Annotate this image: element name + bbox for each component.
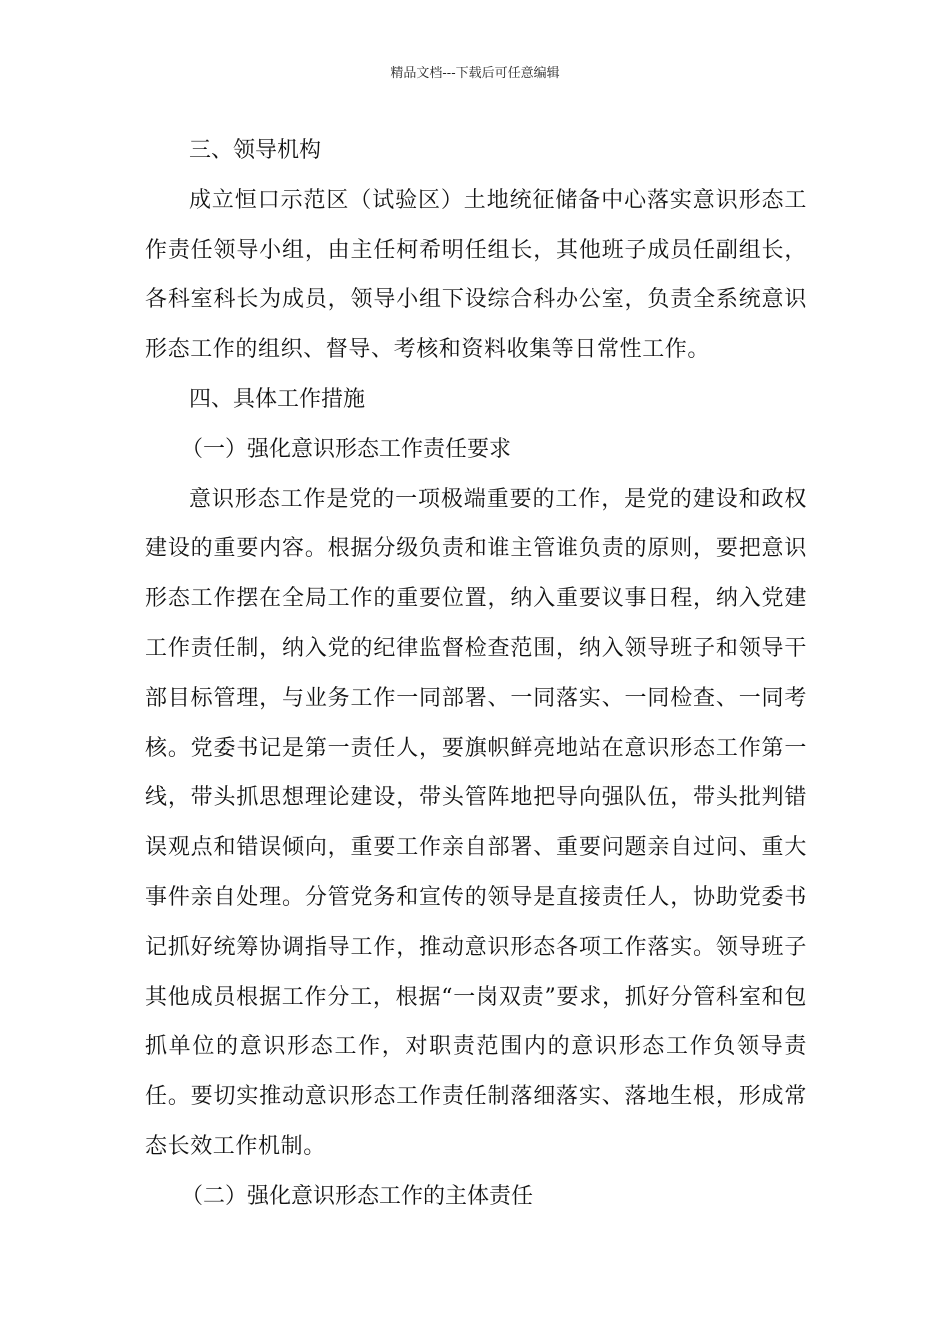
subheading-main-responsibility: （二）强化意识形态工作的主体责任 (181, 1183, 534, 1209)
paragraph-leadership-group: 成立恒口示范区（试验区）土地统征储备中心落实意识形态工作责任领导小组，由主任柯希明任组长，其他班子成员任副组长，各科室科长为成员，领导小组下设综合科办公室，负责全系统意识形态工作的组织、督导、考核和资料收集等日常性工作。 (145, 187, 807, 363)
subheading-responsibility-requirements: （一）强化意识形态工作责任要求 (181, 436, 512, 462)
section-heading-leadership: 三、领导机构 (189, 138, 322, 163)
section-heading-measures: 四、具体工作措施 (189, 386, 366, 412)
page-header: 精品文档---下载后可任意编辑 (390, 66, 560, 81)
paragraph-responsibility-requirements: 意识形态工作是党的一项极端重要的工作，是党的建设和政权建设的重要内容。根据分级负责和谁主管谁负责的原则，要把意识形态工作摆在全局工作的重要位置，纳入重要议事日程，纳入党建工作责任制，纳入党的纪律监督检查范围，纳入领导班子和领导干部目标管理，与业务工作一同部署、一同落实、一同检查、一同考核。党委书记是第一责任人，要旗帜鲜亮地站在意识形态工作第一线，带头抓思想理论建设，带头管阵地把导向强队伍，带头批判错误观点和错误倾向，重要工作亲自部署、重要问题亲自过问、重大事件亲自处理。分管党务和宣传的领导是直接责任人，协助党委书记抓好统筹协调指导工作，推动意识形态各项工作落实。领导班子其他成员根据工作分工，根据“一岗双责”要求，抓好分管科室和包抓单位的意识形态工作，对职责范围内的意识形态工作负领导责任。要切实推动意识形态工作责任制落细落实、落地生根，形成常态长效工作机制。 (145, 486, 807, 1159)
document-body (145, 126, 807, 1222)
